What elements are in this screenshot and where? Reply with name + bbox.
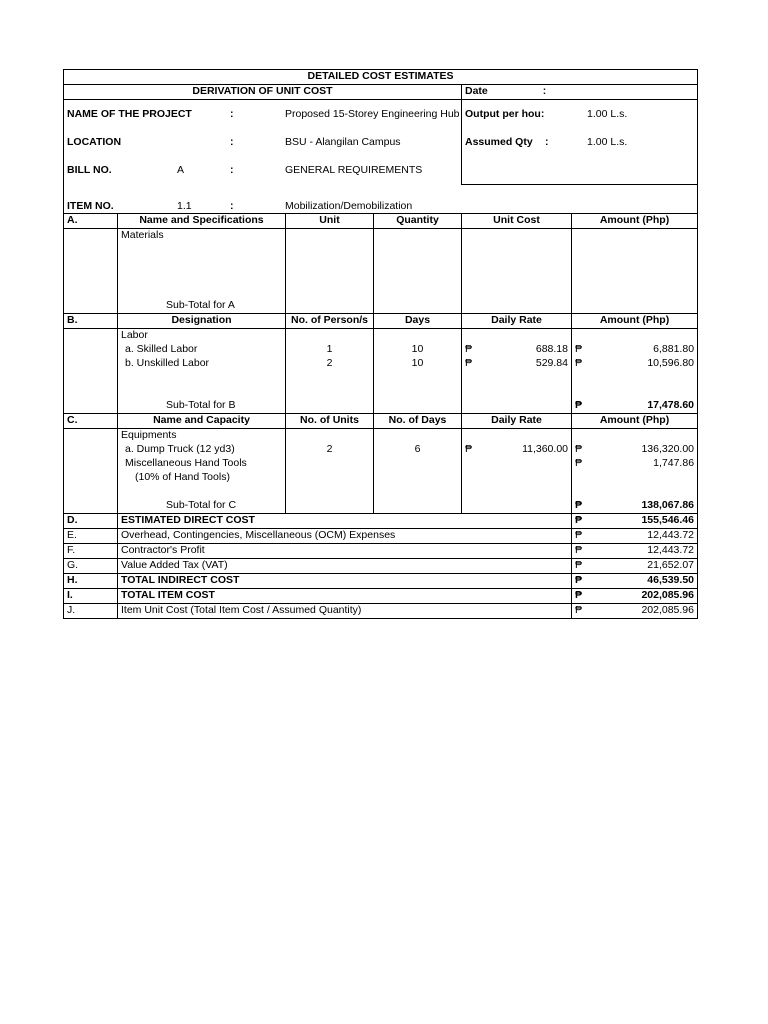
summary-row — [64, 589, 698, 604]
summary-amount: 202,085.96 — [641, 589, 694, 601]
summary-amount: 21,652.07 — [647, 559, 694, 571]
qty-value: 1.00 L.s. — [587, 135, 628, 148]
labor-label: Labor — [118, 329, 286, 344]
section-b-header: No. of Person/s — [286, 314, 374, 329]
summary-letter: E. — [64, 529, 118, 544]
equipment-units: 2 — [286, 443, 374, 457]
item-label: ITEM NO. — [67, 200, 114, 212]
summary-letter: J. — [64, 604, 118, 619]
section-c-letter: C. — [64, 414, 118, 429]
table-row — [64, 343, 698, 357]
item-no: 1.1 — [177, 200, 192, 212]
currency-symbol: ₱ — [575, 529, 583, 541]
subtotal-a-label: Sub-Total for A — [118, 299, 286, 314]
section-b-header: Designation — [118, 314, 286, 329]
currency-symbol: ₱ — [575, 457, 583, 469]
project-label: NAME OF THE PROJECT — [67, 107, 192, 120]
summary-row — [64, 604, 698, 619]
labor-name: b. Unskilled Labor — [118, 357, 286, 371]
bill-no: A — [177, 163, 185, 176]
summary-row — [64, 574, 698, 589]
assumed-qty-row: Assumed Qty : 1.00 L.s. — [462, 128, 698, 156]
summary-label: Contractor's Profit — [118, 544, 572, 559]
table-row — [64, 357, 698, 371]
labor-days: 10 — [374, 343, 462, 357]
summary-row — [64, 559, 698, 574]
summary-label: TOTAL INDIRECT COST — [118, 574, 572, 589]
currency-symbol: ₱ — [465, 357, 473, 369]
bill-label: BILL NO. — [67, 163, 112, 176]
section-c-header: No. of Days — [374, 414, 462, 429]
output-label: Output per hou: — [465, 107, 545, 120]
currency-symbol: ₱ — [575, 544, 583, 556]
section-c-header: Amount (Php) — [572, 414, 698, 429]
equipment-note: (10% of Hand Tools) — [118, 471, 286, 485]
labor-rate: 688.18 — [535, 343, 568, 355]
summary-letter: F. — [64, 544, 118, 559]
equipment-amount: 136,320.00 — [641, 443, 695, 455]
section-a-letter: A. — [64, 214, 118, 229]
currency-symbol: ₱ — [575, 399, 583, 411]
summary-letter: I. — [64, 589, 118, 604]
currency-symbol: ₱ — [575, 574, 583, 586]
currency-symbol: ₱ — [575, 604, 583, 616]
labor-amount: 10,596.80 — [647, 357, 695, 369]
equipment-days: 6 — [374, 443, 462, 457]
labor-rate: 529.84 — [535, 357, 568, 369]
labor-days: 10 — [374, 357, 462, 371]
section-b-header: Amount (Php) — [572, 314, 698, 329]
location-row: LOCATION : BSU - Alangilan Campus — [64, 128, 462, 156]
summary-label: Value Added Tax (VAT) — [118, 559, 572, 574]
summary-label: TOTAL ITEM COST — [118, 589, 572, 604]
summary-amount: 155,546.46 — [641, 514, 694, 526]
section-a-header: Unit — [286, 214, 374, 229]
sheet-subtitle: DERIVATION OF UNIT COST — [64, 85, 462, 100]
labor-persons: 2 — [286, 357, 374, 371]
summary-table — [63, 513, 698, 619]
sheet-title: DETAILED COST ESTIMATES — [64, 70, 698, 85]
summary-letter: G. — [64, 559, 118, 574]
summary-label: Overhead, Contingencies, Miscellaneous (OCM) Expenses — [118, 529, 572, 544]
currency-symbol: ₱ — [465, 443, 473, 455]
section-c-header: Name and Capacity — [118, 414, 286, 429]
labor-amount: 6,881.80 — [653, 343, 695, 355]
subtotal-b-label: Sub-Total for B — [118, 399, 286, 414]
currency-symbol: ₱ — [575, 499, 583, 511]
summary-row — [64, 529, 698, 544]
equipment-name: Miscellaneous Hand Tools — [118, 457, 286, 471]
currency-symbol: ₱ — [575, 559, 583, 571]
labor-name: a. Skilled Labor — [118, 343, 286, 357]
section-a-header: Name and Specifications — [118, 214, 286, 229]
bill-value: GENERAL REQUIREMENTS — [285, 163, 423, 176]
section-b-letter: B. — [64, 314, 118, 329]
equipments-label: Equipments — [118, 429, 286, 444]
cost-estimate-sheet — [63, 69, 697, 619]
qty-label: Assumed Qty — [465, 135, 533, 148]
section-b-header: Daily Rate — [462, 314, 572, 329]
subtotal-c-label: Sub-Total for C — [118, 499, 286, 514]
summary-letter: D. — [64, 514, 118, 529]
subtotal-c-amount: 138,067.86 — [641, 499, 695, 511]
location-label: LOCATION — [67, 135, 122, 148]
location-value: BSU - Alangilan Campus — [285, 135, 401, 148]
table-row — [64, 443, 698, 457]
section-a-header: Unit Cost — [462, 214, 572, 229]
section-b-header: Days — [374, 314, 462, 329]
materials-label: Materials — [118, 229, 286, 244]
currency-symbol: ₱ — [575, 589, 583, 601]
equipment-rate: 11,360.00 — [522, 443, 568, 455]
section-a-header: Quantity — [374, 214, 462, 229]
bill-row: BILL NO. A : GENERAL REQUIREMENTS — [64, 156, 462, 185]
summary-label: ESTIMATED DIRECT COST — [118, 514, 572, 529]
section-c-header: No. of Units — [286, 414, 374, 429]
subtotal-b-amount: 17,478.60 — [647, 399, 695, 411]
currency-symbol: ₱ — [575, 514, 583, 526]
currency-symbol: ₱ — [575, 443, 583, 455]
section-c-header: Daily Rate — [462, 414, 572, 429]
output-row — [462, 100, 698, 129]
cost-estimate-table — [63, 69, 698, 514]
output-value: 1.00 L.s. — [587, 107, 628, 120]
summary-amount: 12,443.72 — [647, 529, 694, 541]
currency-symbol: ₱ — [465, 343, 473, 355]
project-row: NAME OF THE PROJECT : Proposed 15-Storey Engineering Hub — [64, 100, 462, 129]
currency-symbol: ₱ — [575, 357, 583, 369]
labor-persons: 1 — [286, 343, 374, 357]
summary-amount: 12,443.72 — [647, 544, 694, 556]
equipment-amount: 1,747.86 — [653, 457, 695, 469]
section-a-header: Amount (Php) — [572, 214, 698, 229]
project-value: Proposed 15-Storey Engineering Hub — [285, 107, 460, 120]
summary-row — [64, 544, 698, 559]
equipment-name: a. Dump Truck (12 yd3) — [118, 443, 286, 457]
date-field: Date : — [462, 85, 698, 100]
currency-symbol: ₱ — [575, 343, 583, 355]
summary-label: Item Unit Cost (Total Item Cost / Assumed Quantity) — [118, 604, 572, 619]
table-row — [64, 457, 698, 471]
summary-amount: 46,539.50 — [647, 574, 694, 586]
summary-row — [64, 514, 698, 529]
summary-letter: H. — [64, 574, 118, 589]
item-row: ITEM NO. 1.1 : Mobilization/Demobilization — [64, 185, 698, 214]
summary-amount: 202,085.96 — [641, 604, 694, 616]
item-value: Mobilization/Demobilization — [285, 200, 413, 212]
